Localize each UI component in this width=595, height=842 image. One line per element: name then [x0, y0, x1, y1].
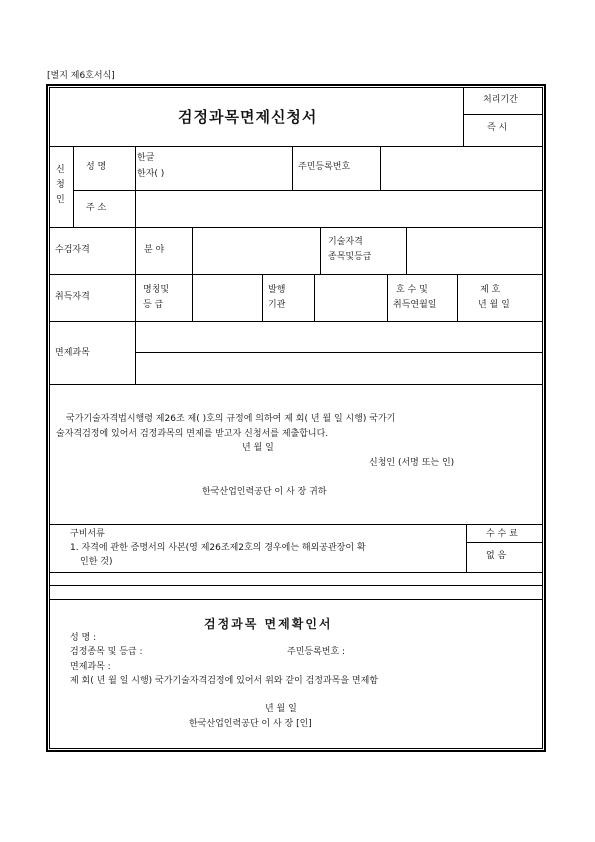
divider	[135, 227, 136, 274]
divider	[135, 274, 136, 321]
divider	[192, 227, 193, 274]
divider	[406, 227, 407, 274]
page-title: 검정과목면제신청서	[178, 108, 318, 126]
acquired-qualification-label: 취득자격	[55, 292, 90, 302]
divider	[49, 274, 543, 275]
divider	[320, 227, 321, 274]
name-label: 성 명	[86, 162, 107, 172]
applicant-signature: 신청인 (서명 또는 인)	[369, 458, 455, 468]
hangul-label: 한글	[137, 153, 155, 163]
confirmation-statement: 제 회( 년 월 일 시행) 국가기술자격검정에 있어서 위와 같이 검정과목을 면제함	[70, 676, 379, 686]
documents-item-1: 1. 자격에 관한 증명서의 사본(영 제26조제2호의 경우에는 해외공관장이 확	[70, 543, 366, 553]
divider	[466, 524, 467, 572]
divider	[463, 114, 543, 115]
divider	[192, 274, 193, 321]
statement-line-2: 술자격검정에 있어서 검정과목의 면제를 받고자 신청서를 제출합니다.	[56, 429, 329, 439]
number-date-label-1: 호 수 및	[396, 285, 428, 295]
number-date-label-2: 취득연월일	[393, 300, 437, 310]
issuer-label-1: 발행	[268, 285, 286, 295]
address-label: 주 소	[86, 203, 107, 213]
processing-label: 처리기간	[483, 95, 518, 105]
confirmation-subject: 면제과목 :	[70, 662, 111, 672]
documents-item-1-cont: 인한 것)	[80, 557, 113, 567]
divider	[466, 542, 543, 543]
confirmation-category: 검정종목 및 등급 :	[70, 647, 143, 657]
divider	[135, 146, 136, 227]
confirmation-resident-number: 주민등록번호 :	[287, 647, 346, 657]
statement-line-1: 국가기술자격법시행령 제26조 제( )호의 규정에 의하여 제 회( 년 월 일 시행) 국가기	[66, 414, 396, 424]
hanja-label: 한자( )	[137, 169, 165, 179]
confirmation-name: 성 명 :	[70, 633, 97, 643]
form-number-label: [별지 제6호서식]	[47, 71, 115, 81]
divider	[457, 274, 458, 321]
applicant-label-2: 청	[56, 180, 65, 190]
divider	[292, 146, 293, 190]
tech-qualification-label: 기술자격	[328, 237, 363, 247]
addressee: 한국산업인력공단 이 사 장 귀하	[202, 487, 327, 497]
divider	[49, 572, 543, 573]
divider	[49, 146, 543, 147]
divider	[73, 190, 543, 191]
divider	[49, 585, 543, 586]
divider	[49, 321, 543, 322]
applicant-label-1: 신	[56, 165, 65, 175]
divider	[463, 87, 464, 146]
confirmation-date: 년 월 일	[265, 704, 297, 714]
number-label: 제 호	[480, 285, 501, 295]
divider	[262, 274, 263, 321]
confirmation-title: 검정과목 면제확인서	[204, 617, 333, 631]
divider	[387, 274, 388, 321]
divider	[49, 524, 543, 525]
resident-number-label: 주민등록번호	[298, 162, 351, 172]
tech-category-label: 종목및등급	[328, 252, 372, 262]
application-date: 년 월 일	[242, 443, 274, 453]
exam-qualification-label: 수검자격	[55, 245, 90, 255]
field-label: 분 야	[144, 245, 165, 255]
divider	[135, 352, 543, 353]
divider	[49, 227, 543, 228]
name-grade-label-1: 명칭및	[143, 285, 170, 295]
fee-value: 없 음	[486, 551, 507, 561]
divider	[380, 146, 381, 190]
issuer-label-2: 기관	[268, 300, 286, 310]
documents-label: 구비서류	[70, 529, 105, 539]
divider	[49, 599, 543, 600]
divider	[49, 384, 543, 385]
name-grade-label-2: 등 급	[143, 300, 164, 310]
date-label: 년 월 일	[478, 300, 510, 310]
exempt-subject-label: 면제과목	[55, 348, 90, 358]
divider	[73, 146, 74, 227]
applicant-label-3: 인	[56, 195, 65, 205]
confirmation-issuer: 한국산업인력공단 이 사 장 [인]	[189, 719, 312, 729]
divider	[314, 274, 315, 321]
processing-value: 즉 시	[487, 123, 508, 133]
fee-label: 수 수 료	[486, 529, 518, 539]
